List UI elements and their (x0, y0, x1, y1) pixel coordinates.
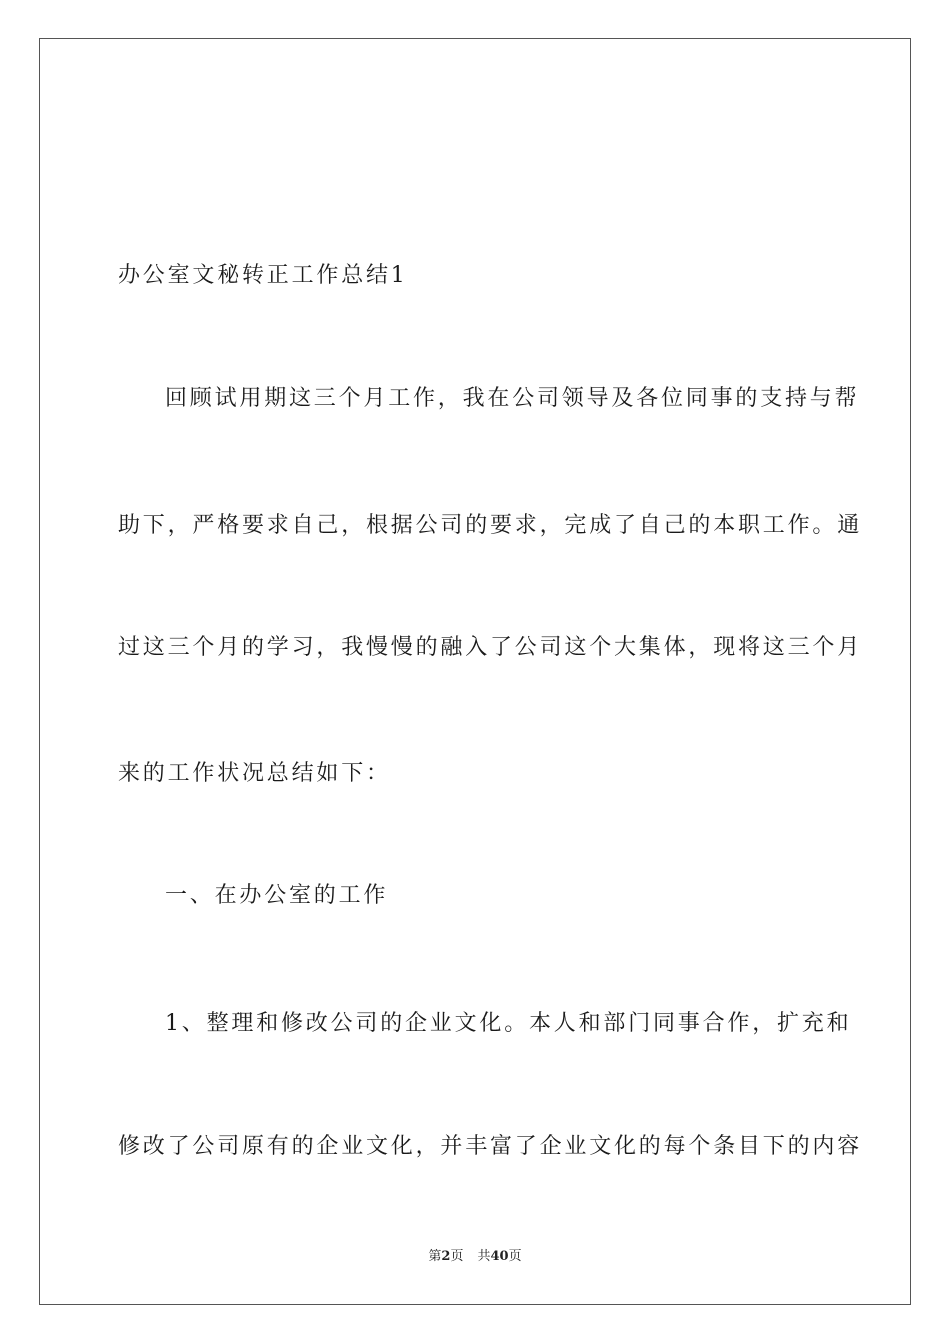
section-heading: 一、在办公室的工作 (165, 883, 389, 908)
total-prefix: 共 (477, 1249, 491, 1264)
page-border (39, 38, 911, 1305)
total-pages: 40 (490, 1249, 509, 1264)
paragraph-line: 回顾试用期这三个月工作，我在公司领导及各位同事的支持与帮 (165, 386, 860, 411)
total-suffix: 页 (508, 1249, 522, 1264)
page-footer (0, 1248, 950, 1266)
paragraph-line: 助下，严格要求自己，根据公司的要求，完成了自己的本职工作。通 (118, 513, 863, 538)
page-prefix: 第 (428, 1249, 442, 1264)
paragraph-line: 1、整理和修改公司的企业文化。本人和部门同事合作，扩充和 (165, 1011, 852, 1036)
document-title: 办公室文秘转正工作总结1 (118, 263, 408, 288)
paragraph-line: 过这三个月的学习，我慢慢的融入了公司这个大集体，现将这三个月 (118, 635, 863, 660)
page-suffix: 页 (450, 1249, 464, 1264)
paragraph-line: 来的工作状况总结如下： (118, 761, 391, 786)
page-number: 2 (441, 1249, 451, 1264)
paragraph-line: 修改了公司原有的企业文化，并丰富了企业文化的每个条目下的内容 (118, 1134, 863, 1159)
